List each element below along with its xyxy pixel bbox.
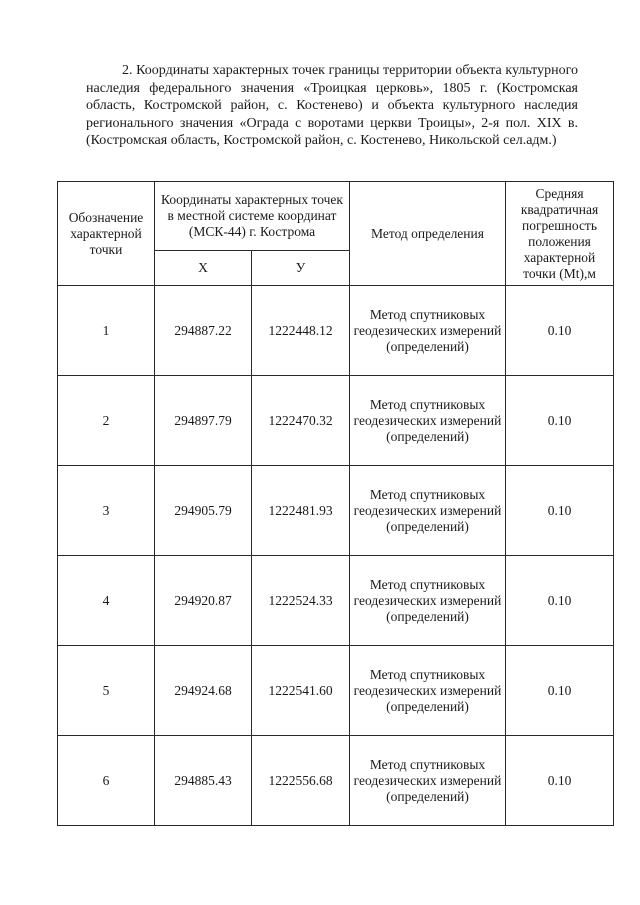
- cell-y: 1222481.93: [252, 466, 350, 556]
- cell-accuracy: 0.10: [506, 646, 614, 736]
- table-row: [58, 376, 614, 466]
- cell-x: 294887.22: [155, 286, 252, 376]
- cell-accuracy: 0.10: [506, 286, 614, 376]
- cell-method: Метод спутниковых геодезических измерений (определений): [350, 376, 506, 466]
- header-point: Обозначение характерной точки: [58, 182, 155, 286]
- cell-accuracy: 0.10: [506, 556, 614, 646]
- cell-point: 1: [58, 286, 155, 376]
- cell-y: 1222556.68: [252, 736, 350, 826]
- cell-point: 5: [58, 646, 155, 736]
- table-row: [58, 286, 614, 376]
- cell-accuracy: 0.10: [506, 736, 614, 826]
- cell-x: 294920.87: [155, 556, 252, 646]
- cell-y: 1222524.33: [252, 556, 350, 646]
- cell-y: 1222470.32: [252, 376, 350, 466]
- coordinates-table: [57, 181, 614, 826]
- header-accuracy: Средняя квадратичная погрешность положения характерной точки (Mt),м: [506, 182, 614, 286]
- cell-point: 3: [58, 466, 155, 556]
- table-row: [58, 466, 614, 556]
- cell-accuracy: 0.10: [506, 466, 614, 556]
- intro-paragraph: 2. Координаты характерных точек границы территории объекта культурного наследия федерального значения «Троицкая церковь», 1805 г. (Костромская область, Костромской район, с. Костенево) и объекта культурного наследия регионального значения «Ограда с воротами церкви Троицы», 2-я пол. XIX в. (Костромская область, Костромской район, с. Костенево, Никольской сел.адм.): [86, 63, 578, 148]
- header-y: У: [252, 251, 350, 286]
- cell-y: 1222448.12: [252, 286, 350, 376]
- cell-method: Метод спутниковых геодезических измерений (определений): [350, 736, 506, 826]
- cell-method: Метод спутниковых геодезических измерений (определений): [350, 286, 506, 376]
- table-row: [58, 556, 614, 646]
- cell-method: Метод спутниковых геодезических измерений (определений): [350, 646, 506, 736]
- cell-method: Метод спутниковых геодезических измерений (определений): [350, 466, 506, 556]
- table-row: [58, 646, 614, 736]
- cell-x: 294924.68: [155, 646, 252, 736]
- cell-point: 6: [58, 736, 155, 826]
- header-method: Метод определения: [350, 182, 506, 286]
- header-x: Х: [155, 251, 252, 286]
- cell-x: 294897.79: [155, 376, 252, 466]
- cell-point: 4: [58, 556, 155, 646]
- table-row: [58, 736, 614, 826]
- cell-y: 1222541.60: [252, 646, 350, 736]
- header-coordinates: Координаты характерных точек в местной системе координат (МСК-44) г. Кострома: [155, 182, 350, 251]
- cell-point: 2: [58, 376, 155, 466]
- cell-x: 294885.43: [155, 736, 252, 826]
- cell-accuracy: 0.10: [506, 376, 614, 466]
- cell-method: Метод спутниковых геодезических измерений (определений): [350, 556, 506, 646]
- cell-x: 294905.79: [155, 466, 252, 556]
